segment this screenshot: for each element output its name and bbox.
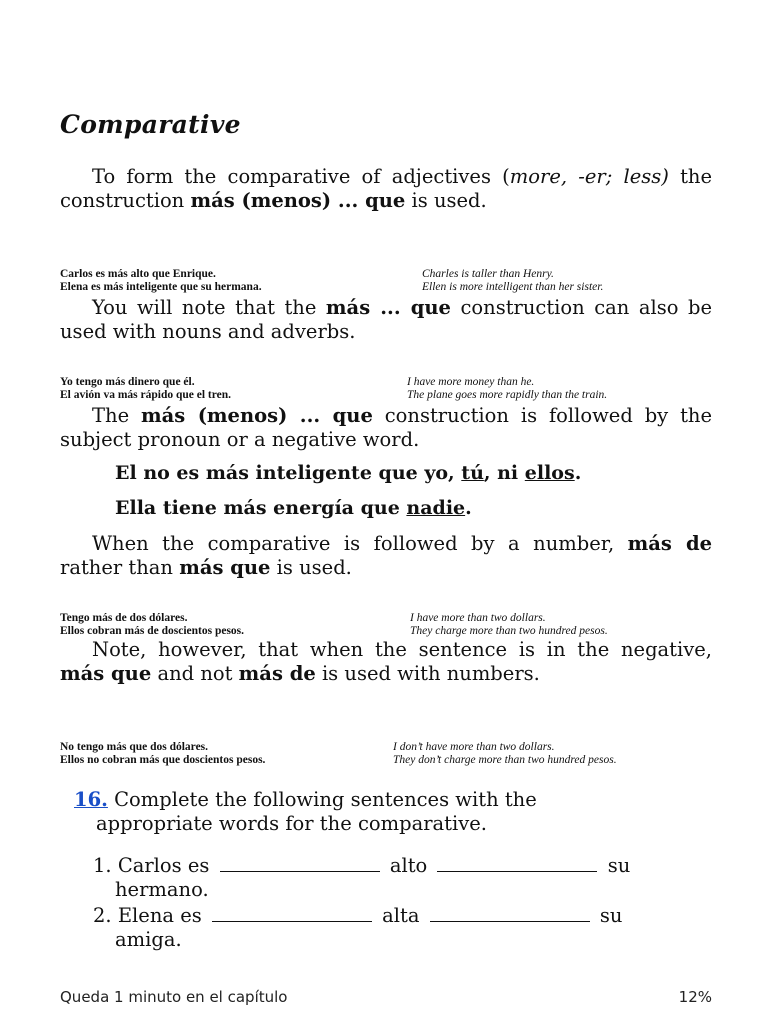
spanish-example: Tengo más de dos dólares. — [60, 612, 188, 624]
paragraph-intro — [60, 165, 712, 213]
bold-text: más (menos) ... que — [140, 404, 373, 427]
text: . — [465, 497, 472, 519]
paragraph-nouns-adverbs — [60, 296, 712, 344]
paragraph-numbers — [60, 532, 712, 580]
exercise-item-2 — [93, 904, 713, 952]
item-number: 1. — [93, 854, 112, 877]
progress-percent: 12% — [678, 988, 712, 1006]
example-block-3 — [60, 612, 712, 637]
item-text: su — [607, 854, 631, 877]
english-translation: I have more money than he. — [407, 376, 535, 388]
bold-text: más de — [238, 662, 316, 685]
text: You will note that the — [92, 296, 326, 319]
bold-text: más que — [179, 556, 271, 579]
paragraph-subject-pronoun — [60, 404, 712, 452]
exercise-number-link[interactable]: 16. — [74, 788, 108, 811]
example-block-1 — [60, 268, 712, 293]
exercise-instruction: Complete the following sentences with the — [114, 788, 537, 811]
text: Note, however, that when the sentence is in the negative, — [92, 638, 712, 661]
exercise-item-1 — [93, 854, 713, 902]
underlined-text: nadie — [406, 497, 466, 519]
spanish-example: El avión va más rápido que el tren. — [60, 388, 232, 401]
example-row — [60, 268, 712, 281]
italic-text: more, -er; less) — [509, 165, 669, 188]
text: , ni — [483, 462, 525, 484]
english-translation: Ellen is more intelligent than her sister. — [422, 280, 604, 293]
english-translation: They charge more than two hundred pesos. — [410, 624, 608, 637]
spanish-example: Yo tengo más dinero que él. — [60, 376, 195, 388]
text: is used. — [270, 556, 352, 579]
text: The — [92, 404, 141, 427]
english-translation: The plane goes more rapidly than the train. — [407, 388, 608, 401]
text: construction can also be used with nouns and adverbs. — [60, 296, 712, 343]
time-remaining-text: Queda 1 minuto en el capítulo — [60, 988, 288, 1006]
text: El no es más inteligente que yo, — [115, 462, 462, 484]
text: is used. — [405, 189, 487, 212]
example-block-4 — [60, 741, 712, 766]
item-text: su — [599, 904, 623, 927]
example-row — [60, 754, 712, 767]
answer-blank[interactable] — [220, 870, 380, 872]
answer-blank[interactable] — [212, 920, 372, 922]
text: Ella tiene más energía que — [115, 497, 407, 519]
item-text: alta — [382, 904, 420, 927]
answer-blank[interactable] — [430, 920, 590, 922]
text: When the comparative is followed by a number, — [92, 532, 628, 555]
example-row — [60, 376, 712, 389]
item-text: alto — [389, 854, 428, 877]
underlined-text: ellos — [524, 462, 575, 484]
spanish-example: Ellos cobran más de doscientos pesos. — [60, 624, 245, 637]
text: the construction — [60, 165, 713, 212]
text: rather than — [60, 556, 180, 579]
example-row — [60, 612, 712, 625]
bold-text: más que — [60, 662, 152, 685]
answer-blank[interactable] — [437, 870, 597, 872]
reader-footer — [60, 988, 712, 1006]
example-sentence-1 — [115, 462, 581, 484]
example-row — [60, 389, 712, 402]
underlined-text: tú — [461, 462, 484, 484]
spanish-example: Ellos no cobran más que doscientos pesos. — [60, 753, 266, 766]
example-row — [60, 741, 712, 754]
text: To form the comparative of adjectives ( — [92, 165, 510, 188]
item-text: Carlos es — [117, 854, 210, 877]
bold-text: más de — [627, 532, 713, 555]
example-row — [60, 281, 712, 294]
item-text: Elena es — [117, 904, 202, 927]
example-block-2 — [60, 376, 712, 401]
bold-text: más ... que — [325, 296, 451, 319]
spanish-example: Elena es más inteligente que su hermana. — [60, 280, 262, 293]
item-continuation: amiga. — [115, 928, 182, 951]
text: . — [574, 462, 582, 484]
text: is used with numbers. — [315, 662, 540, 685]
english-translation: I have more than two dollars. — [410, 612, 546, 624]
exercise-instruction-line2: appropriate words for the comparative. — [96, 812, 487, 835]
paragraph-negative — [60, 638, 712, 686]
english-translation: I don’t have more than two dollars. — [393, 741, 555, 753]
english-translation: Charles is taller than Henry. — [422, 268, 554, 280]
example-sentence-2 — [115, 497, 472, 519]
english-translation: They don’t charge more than two hundred pesos. — [393, 753, 617, 766]
bold-text: más (menos) ... que — [190, 189, 406, 212]
item-number: 2. — [93, 904, 112, 927]
text: and not — [151, 662, 239, 685]
text: construction is followed by the subject pronoun or a negative word. — [60, 404, 713, 451]
section-title: Comparative — [60, 110, 241, 139]
example-row — [60, 625, 712, 638]
spanish-example: Carlos es más alto que Enrique. — [60, 268, 216, 280]
item-continuation: hermano. — [115, 878, 209, 901]
exercise-heading — [60, 788, 712, 812]
spanish-example: No tengo más que dos dólares. — [60, 741, 209, 753]
exercise-block — [60, 788, 712, 836]
